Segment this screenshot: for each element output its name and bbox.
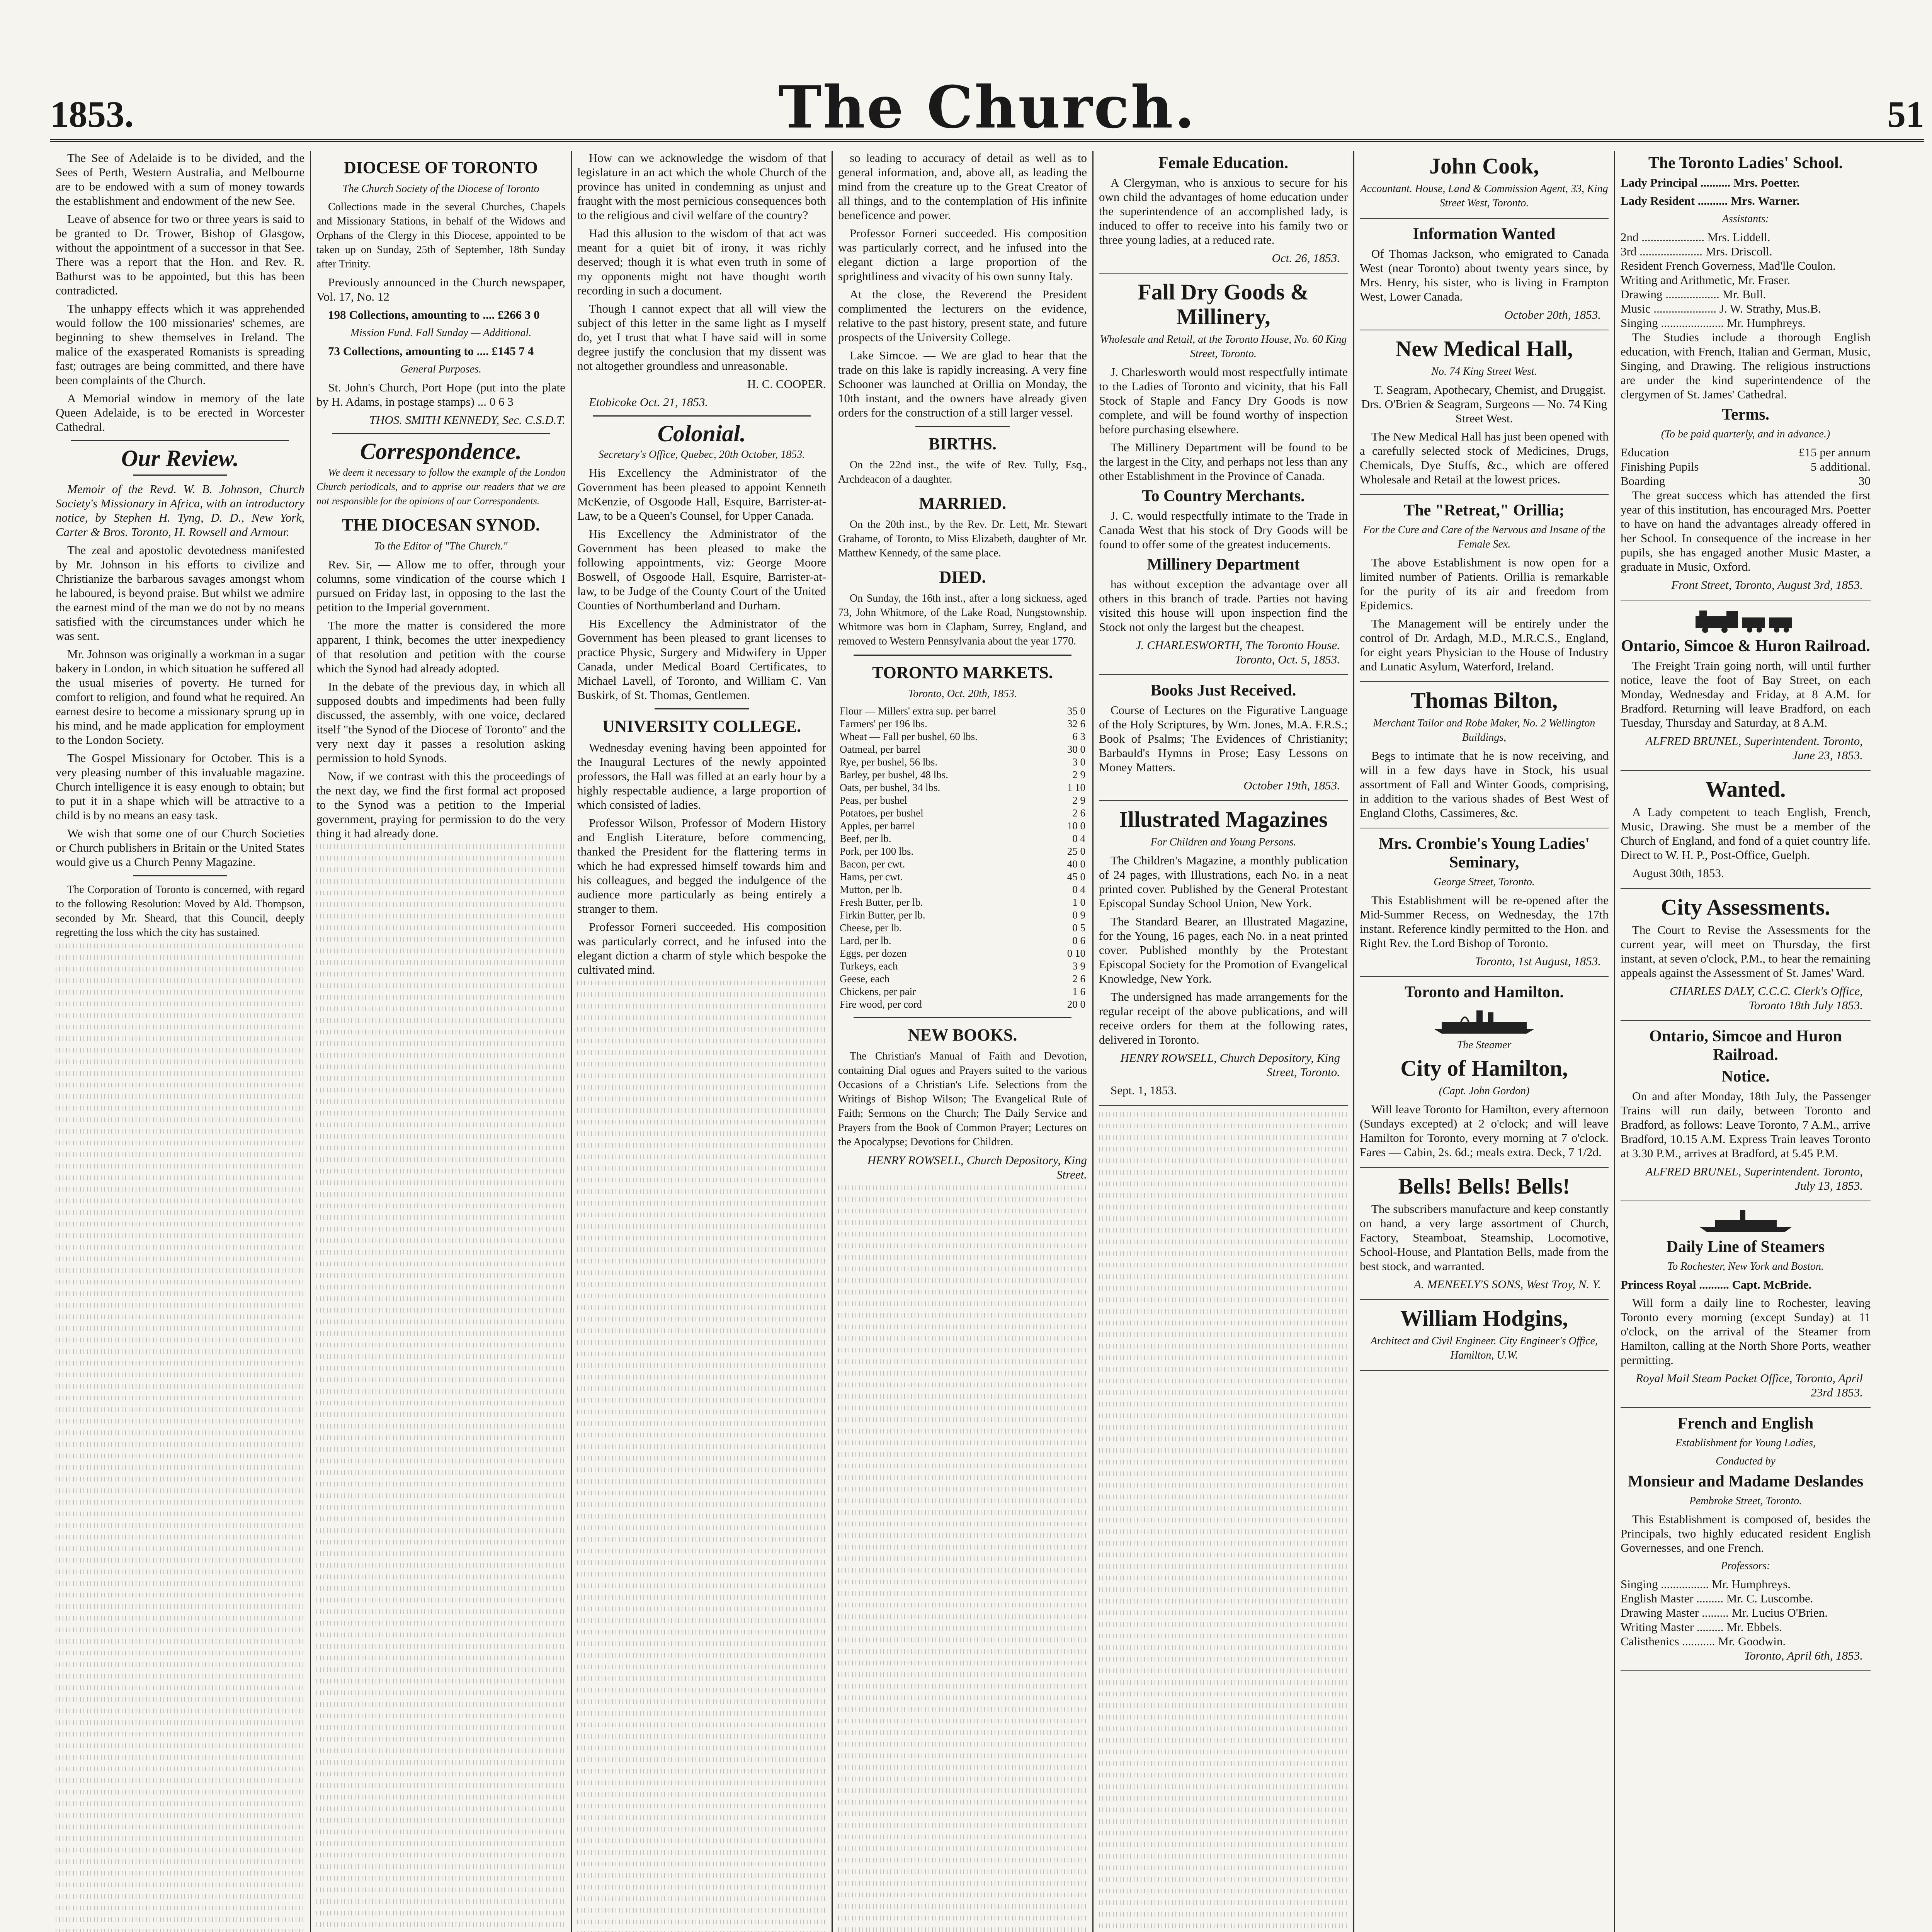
general-purposes-heading: General Purposes. [400,363,481,375]
market-item: Rye, per bushel, 56 lbs. [840,756,938,768]
lady-resident: Lady Resident .......... Mrs. Warner. [1621,194,1800,207]
steamer-name: City of Hamilton, [1400,1056,1568,1081]
ad-illustrated-magazines [1099,807,1348,1106]
list-item: Education £15 per annum [1621,446,1871,459]
collections-total: 198 Collections, amounting to .... £266 3 0 [328,308,540,321]
mission-fund-heading: Mission Fund. Fall Sunday — Additional. [350,327,532,339]
market-item: Bacon, per cwt. [840,858,905,870]
market-item: Fire wood, per cord [840,998,922,1010]
market-price: 35 0 [1067,705,1085,717]
colonial-paragraph: His Excellency the Administrator of the Government has been pleased to make the following appointments, viz: George Moore Boswell, of Osgoode Hall, Esquire, Barrister-at-law, to be Judge of the County Court of the United Counties of Northumberland and Durham. [577,527,826,612]
ad-body: The Court to Revise the Assessments for the current year, will meet on Thursday, the first instant, at seven o'clock, P.M., to hear the remaining appeals against the Assessment of St. James' Ward. [1621,923,1871,980]
column-6 [1354,151,1615,1932]
table-row [838,947,1087,960]
ad-body: The undersigned has made arrangements for the regular receipt of the above publications, and will receive orders for them at the following rates, delivered in Toronto. [1099,990,1348,1046]
ad-date: Toronto, April 6th, 1853. [1744,1649,1863,1662]
list-item: 3rd ..................... Mrs. Driscoll. [1621,245,1772,258]
market-item: Mutton, per lb. [840,884,902,895]
colonial-paragraph: His Excellency the Administrator of the Government has been pleased to grant licenses to practice Physic, Surgery and Midwifery in Upper Canada, under Medical Board Certificates, to Michael Lavell, of Toronto, and William C. Van Buskirk, of St. Thomas, Gentlemen. [577,617,826,702]
table-row [838,781,1087,794]
section-heading-diocese: DIOCESE OF TORONTO [344,158,538,177]
table-row [838,820,1087,832]
ad-title: Wanted. [1705,777,1786,802]
market-item: Peas, per bushel [840,794,907,806]
text-filler [1099,1112,1348,1932]
bookseller-signature: HENRY ROWSELL, Church Depository, King Street. [867,1153,1087,1181]
married-heading: MARRIED. [918,494,1007,513]
ad-subtitle: Merchant Tailor and Robe Maker, No. 2 Wellington Buildings, [1373,717,1595,743]
market-price: 1 6 [1072,986,1085,997]
columns [50,151,1924,1932]
table-row [838,960,1087,973]
ad-body: Will form a daily line to Rochester, leaving Toronto every morning (except Sunday) at 11 o'clock, on the arrival of the Steamer from Hamilton, calling at the North Shore Ports, weather permitting. [1621,1296,1871,1367]
market-price: 30 0 [1067,743,1085,755]
divider [133,474,227,476]
market-item: Wheat — Fall per bushel, 60 lbs. [840,731,978,742]
news-paragraph: At the close, the Reverend the President complimented the lecturers on the evidence, relative to the past history, present state, and future prospects of the University College. [838,287,1087,344]
ad-body: A Lady competent to teach English, French, Music, Drawing. She must be a member of the Church of England, and fond of a quiet country life. Direct to W. H. P., Post-Office, Guelph. [1621,805,1871,862]
assistants-list [1621,230,1871,330]
market-price: 2 9 [1072,769,1085,781]
list-item: 2nd ..................... Mrs. Liddell. [1621,230,1770,244]
terms-heading: Terms. [1721,406,1770,423]
ad-railroad-freight [1621,607,1871,771]
ad-body: The subscribers manufacture and keep constantly on hand, a very large assortment of Church, Factory, Steamboat, Steamship, Locomotive, School-House, and Plantation Bells, made from the best stock, and warranted. [1360,1202,1609,1273]
page-number: 51 [1887,94,1924,135]
ad-railroad-notice [1621,1027,1871,1201]
section-heading-review: Our Review. [121,446,239,471]
ad-subtitle: To Rochester, New York and Boston. [1667,1260,1824,1272]
column-1 [50,151,311,1932]
ad-subtitle: No. 74 King Street West. [1431,366,1537,378]
collections-previous: Previously announced in the Church newspaper, Vol. 17, No. 12 [316,276,565,303]
ad-city-of-hamilton [1360,983,1609,1168]
table-row [838,896,1087,909]
ad-title: City Assessments. [1661,895,1830,920]
divider [71,440,289,441]
market-item: Hams, per cwt. [840,871,903,883]
ad-body: J. Charlesworth would most respectfully intimate to the Ladies of Toronto and vicinity, that his Fall Stock of Staple and Fancy Dry Goods is now complete, and will be found worthy of inspection before purchasing elsewhere. [1099,365,1348,436]
table-row [838,973,1087,985]
list-item: Resident French Governess, Mad'lle Coulon. [1621,259,1836,272]
synod-paragraph: The more the matter is considered the more apparent, I think, becomes the utter inexpediency of that resolution and petition with the course which the Synod had already adopted. [316,619,565,675]
new-books-list: The Christian's Manual of Faith and Devotion, containing Dial ogues and Prayers suited to the various Occasions of a Christian's Life. Selections from the Writings of Bishop Wilson; The Evangelical Rule of Faith; Sermons on the Church; The Daily Service and Prayers from the Book of Common Prayer; Lectures on the Apocalypse; Devotions for Children. [838,1050,1087,1148]
married-entry: On the 20th inst., by the Rev. Dr. Lett, Mr. Stewart Grahame, of Toronto, to Miss Elizabeth, daughter of Mr. Matthew Kennedy, of the same place. [838,519,1087,559]
ad-date: Sept. 1, 1853. [1111,1083,1177,1097]
review-intro: Memoir of the Revd. W. B. Johnson, Church Society's Missionary in Africa, with an introductory notice, by Stephen H. Tyng, D. D., New York, Carter & Bros. Toronto, H. Rowsell and Armour. [56,482,304,539]
ad-french-english-school [1621,1414,1871,1671]
ad-daily-steamers [1621,1208,1871,1408]
market-item: Fresh Butter, per lb. [840,896,923,908]
letter-date: Etobicoke Oct. 21, 1853. [589,395,708,409]
ad-title: Thomas Bilton, [1410,688,1558,713]
ad-subtitle: Accountant. House, Land & Commission Agent, 33, King Street West, Toronto. [1360,183,1608,209]
market-item: Flour — Millers' extra sup. per barrel [840,705,996,717]
newspaper-title: The Church. [778,73,1196,141]
table-row [838,730,1087,743]
ad-title: The "Retreat," Orillia; [1404,502,1565,519]
table-row [838,985,1087,998]
notice-heading: Notice. [1721,1068,1770,1085]
column-7 [1615,151,1876,1932]
ad-subtitle: For the Cure and Care of the Nervous and Insane of the Female Sex. [1363,524,1605,550]
table-row [838,845,1087,858]
ad-wanted [1621,777,1871,889]
ad-body: Course of Lectures on the Figurative Language of the Holy Scriptures, by Wm. Jones, M.A. F.R.S.; Book of Psalms; The Evidences of Christianity; Barbauld's Hymns in Prose; Easy Lessons on Money Matters. [1099,703,1348,774]
ad-fall-dry-goods [1099,280,1348,675]
correspondence-note: We deem it necessary to follow the example of the London Church periodicals, and to apprise our readers that we are not responsible for the opinions of our Correspondents. [316,467,565,507]
ad-title: Books Just Received. [1150,682,1296,699]
market-item: Beef, per lb. [840,833,891,844]
market-item: Chickens, per pair [840,986,916,997]
market-price: 2 6 [1072,973,1085,985]
ad-signature: J. CHARLESWORTH, The Toronto House. Toronto, Oct. 5, 1853. [1135,638,1340,666]
ad-title: Bells! Bells! Bells! [1398,1173,1570,1199]
lady-principal: Lady Principal .......... Mrs. Poetter. [1621,176,1800,189]
ad-title: Female Education. [1158,154,1288,172]
market-item: Potatoes, per bushel [840,807,923,819]
market-item: Turkeys, each [840,960,898,972]
markets-date: Toronto, Oct. 20th, 1853. [908,688,1017,700]
divider [332,433,550,434]
ad-crombie-seminary [1360,835,1609,977]
divider [593,415,811,417]
conducted-by: Conducted by [1716,1455,1776,1467]
ad-body: The Children's Magazine, a monthly publication of 24 pages, with Illustrations, each No. in a neat printed cover. Published by the General Protestant Episcopal Sunday School Union, New York. [1099,854,1348,910]
ad-bells [1360,1174,1609,1300]
ad-books-received [1099,681,1348,801]
section-subheading: The Church Society of the Diocese of Toronto [342,183,539,195]
market-price: 6 3 [1072,731,1085,742]
list-item: Music ..................... J. W. Strathy, Mus.B. [1621,302,1821,315]
ad-subheading: To Country Merchants. [1142,487,1305,505]
ad-body: Begs to intimate that he is now receiving, and will in a few days have in Stock, his usual assortment of Fall and Winter Goods, comprising, in addition to the various shades of Best West of England Cloths, Cassimeres, &c. [1360,749,1609,820]
ad-date: August 30th, 1853. [1632,866,1724,880]
market-item: Oatmeal, per barrel [840,743,921,755]
divider [854,1017,1071,1018]
market-price: 2 6 [1072,807,1085,819]
ad-signature: HENRY ROWSELL, Church Depository, King Street, Toronto. [1120,1051,1340,1079]
table-row [838,998,1087,1011]
ad-body: Of Thomas Jackson, who emigrated to Canada West (near Toronto) about twenty years since, by Mrs. Henry, his sister, who is living in Frampton West, Lower Canada. [1360,247,1609,303]
ad-title: Fall Dry Goods & Millinery, [1138,279,1309,329]
market-item: Eggs, per dozen [840,947,907,959]
assistants-heading: Assistants: [1722,213,1769,225]
ad-signature: CHARLES DALY, C.C.C. Clerk's Office, Toronto 18th July 1853. [1669,984,1863,1012]
ad-date: Oct. 26, 1853. [1272,251,1340,265]
synod-paragraph: Rev. Sir, — Allow me to offer, through your columns, some vindication of the course which I pursued on Friday last, in opposing to the last the petition to the Imperial government. [316,558,565,614]
review-paragraph: We wish that some one of our Church Societies or Church publishers in Britain or the United States would give us a Church Penny Magazine. [56,827,304,869]
market-price: 10 0 [1067,820,1085,832]
review-paragraph: Mr. Johnson was originally a workman in a sugar bakery in London, in which situation he suffered all the usual miseries of poverty. He turned for comfort to religion, and found what he required. An earnest desire to become a missionary sprung up in his mind, and he made application for employment to the London Society. [56,647,304,747]
market-item: Farmers' per 196 lbs. [840,718,927,730]
ad-subheading: Millinery Department [1147,556,1300,573]
list-item: Writing Master ......... Mr. Ebbels. [1621,1620,1782,1634]
principals: Monsieur and Madame Deslandes [1628,1473,1864,1490]
ad-title: Information Wanted [1413,225,1556,243]
market-price: 0 9 [1072,909,1085,921]
ad-title: Ontario, Simcoe and Huron Railroad. [1649,1027,1842,1064]
letter-paragraph: Though I cannot expect that all will view the subject of this letter in the same light as I myself do, yet I trust that what I have said will in some degree justify the conclusion that my dissent was not altogether groundless and unreasonable. [577,302,826,372]
synod-paragraph: Now, if we contrast with this the proceedings of the next day, we find the first formal act proposed to the Synod was a petition to the Imperial government, praying for permission to do the very thing it had already done. [316,769,565,840]
signatory: THOS. SMITH KENNEDY, Sec. C.S.D.T. [369,413,565,427]
ad-body: The Freight Train going north, will until further notice, leave the foot of Bay Street, on each Monday, Wednesday and Friday, at 8 A.M. for Bradford. Returning will leave Bradford, on each Tuesday, Thursday and Saturday, at 8 A.M. [1621,659,1871,730]
list-item: Drawing Master ......... Mr. Lucius O'Brien. [1621,1606,1828,1619]
colonial-paragraph: His Excellency the Administrator of the Government has been pleased to appoint Kenneth McKenzie, of Osgoode Hall, Esquire, Barrister-at-Law, to be a Queen's Counsel, for Upper Canada. [577,466,826,522]
ad-subtitle: Wholesale and Retail, at the Toronto House, No. 60 King Street, Toronto. [1100,333,1347,360]
news-paragraph: so leading to accuracy of detail as well as to general information, and, above all, as leading the mind from the creature up to the Great Creator of all things, and to the contemplation of His infinite beneficence and power. [838,151,1087,222]
divider [915,426,1010,427]
ad-body: The Studies include a thorough English education, with French, Italian and German, Music, Singing, and Drawing. The religious instructions are under the kind superintendence of the clergymen of St. James' Cathedral. [1621,330,1871,401]
terms-note: (To be paid quarterly, and in advance.) [1661,428,1830,440]
ad-title: Illustrated Magazines [1119,807,1328,832]
letter-paragraph: Had this allusion to the wisdom of that act was meant for a quiet bit of irony, it was richly deserved; though it is what even truth in some of my opponents might not have thought worth recording in such a document. [577,226,826,297]
section-heading-correspondence: Correspondence. [360,439,522,464]
terms-list [1621,445,1871,488]
news-paragraph: Leave of absence for two or three years is said to be granted to Dr. Trower, Bishop of Glasgow, without the appointment of a successor in that See. There was a report that the Hon. and Rev. R. Bathurst was to be appointed, but this has been contradicted. [56,212,304,297]
ad-title: Daily Line of Steamers [1666,1238,1825,1256]
text-filler [577,981,826,1932]
table-row [838,832,1087,845]
ad-body: This Establishment is composed of, besides the Principals, two highly educated resident English Governesses, and one French. [1621,1512,1871,1554]
market-price: 2 9 [1072,794,1085,806]
ad-body: The New Medical Hall has just been opened with a carefully selected stock of Medicines, Drugs, Chemicals, Dye Stuffs, &c., which are offered Wholesale and Retail at the lowest prices. [1360,430,1609,486]
ad-hodgins [1360,1306,1609,1371]
died-entry: On Sunday, the 16th inst., after a long sickness, aged 73, John Whitmore, of the Lake Road, Nungstownship. Whitmore was born in Clapham, Surrey, England, and removed to Western Pennsylvania about the year 1770. [838,592,1087,647]
table-row [838,718,1087,730]
market-price: 0 10 [1067,947,1085,959]
university-paragraph: Professor Wilson, Professor of Modern History and English Literature, before commencing, thanked the President for the flattering terms in which he had expressed himself towards him and his colleagues, and begged the indulgence of the audience more particularly as being entirely a stranger to them. [577,816,826,915]
table-row [838,794,1087,807]
ad-signature: ALFRED BRUNEL, Superintendent. Toronto, July 13, 1853. [1645,1165,1863,1192]
ad-city-assessments [1621,895,1871,1021]
ad-title: John Cook, [1429,153,1539,179]
ad-body: The above Establishment is now open for a limited number of Patients. Orillia is remarkable for the purity of its air and freedom from Epidemics. [1360,556,1609,612]
ad-title: French and English [1677,1415,1814,1432]
market-item: Pork, per 100 lbs. [840,845,914,857]
ad-ladies-school [1621,154,1871,600]
ad-title: The Toronto Ladies' School. [1648,154,1843,172]
steamer-icon [1688,1208,1804,1235]
list-item: Singing ................ Mr. Humphreys. [1621,1577,1791,1591]
news-paragraph: The unhappy effects which it was apprehended would follow the 100 missionaries' schemes, are beginning to shew themselves in Ireland. The malice of the exasperated Romanists is spreading fast; outrages are being committed, and there have been complaints of the Church. [56,302,304,387]
market-price: 25 0 [1067,845,1085,857]
steamer-icon [1426,1005,1542,1036]
ad-title: Toronto and Hamilton. [1405,983,1564,1001]
ad-body: T. Seagram, Apothecary, Chemist, and Druggist. Drs. O'Brien & Seagram, Surgeons — No. 74 King Street West. [1361,383,1607,425]
market-item: Apples, per barrel [840,820,915,832]
ad-medical-hall [1360,337,1609,495]
collections-intro: Collections made in the several Churches, Chapels and Missionary Stations, in behalf of the Widows and Orphans of the Clergy in this Diocese, appointed to be taken up on Sunday, 25th of September, 18th Sunday after Trinity. [316,201,565,270]
steamer-name: Princess Royal .......... Capt. McBride. [1621,1278,1812,1291]
ad-body: has without exception the advantage over all others in this branch of trade. Parties not having visited this house will upon inspection find the Stock not only the largest but the cheapest. [1099,577,1348,634]
table-row [838,858,1087,871]
markets-table [838,705,1087,1011]
ad-body: A Clergyman, who is anxious to secure for his own child the advantages of home education under the superintendence of an accomplished lady, is induced to offer to receive into his family two or three young ladies, at a reduced rate. [1099,176,1348,247]
table-row [838,922,1087,934]
synod-paragraph: In the debate of the previous day, in which all supposed doubts and impediments had been fully discussed, the assembly, with one voice, declared itself "the Synod of the Diocese of Toronto" and the very next day it passes a resolution asking permission to hold Synods. [316,680,565,765]
ad-title: Mrs. Crombie's Young Ladies' Seminary, [1378,835,1590,871]
births-heading: BIRTHS. [929,434,997,453]
university-heading: UNIVERSITY COLLEGE. [602,717,801,736]
table-row [838,756,1087,769]
divider [655,708,749,709]
market-item: Oats, per bushel, 34 lbs. [840,782,940,793]
new-books-heading: NEW BOOKS. [908,1026,1017,1044]
ad-body: The Standard Bearer, an Illustrated Magazine, for the Young, 16 pages, each No. in a neat printed cover. Published monthly by the Protestant Episcopal Society for the Promotion of Evangelical Knowledge, New York. [1099,915,1348,985]
table-row [838,769,1087,781]
synod-heading: THE DIOCESAN SYNOD. [342,515,540,534]
text-filler [56,944,304,1932]
text-filler [316,844,565,1932]
market-price: 20 0 [1067,998,1085,1010]
table-row [838,934,1087,947]
ad-date: Toronto, 1st August, 1853. [1475,954,1601,968]
ad-female-education [1099,154,1348,274]
died-heading: DIED. [939,568,986,587]
ad-title: William Hodgins, [1400,1306,1568,1331]
ad-date: October 19th, 1853. [1243,779,1340,792]
ad-address: Front Street, Toronto, August 3rd, 1853. [1671,578,1863,592]
column-5 [1094,151,1354,1932]
section-heading-colonial: Colonial. [657,421,746,446]
market-item: Firkin Butter, per lb. [840,909,925,921]
table-row [838,743,1087,756]
ad-body: On and after Monday, 18th July, the Passenger Trains will run daily, between Toronto and Bradford, as follows: Leave Toronto, 7 A.M., arrive Bradford, 10.15 A.M. Express Train leaves Toronto at 3.30 P.M., arrives at Bradford, at 5.45 P.M. [1621,1089,1871,1160]
ad-body: Will leave Toronto for Hamilton, every afternoon (Sundays excepted) at 2 o'clock; and will leave Hamilton for Toronto, every morning at 7 o'clock. Fares — Cabin, 2s. 6d.; meals extra. Deck, 7 1/2d. [1360,1102,1609,1159]
ad-retreat-orillia [1360,501,1609,682]
market-item: Cheese, per lb. [840,922,902,934]
market-price: 3 9 [1072,960,1085,972]
divider [133,875,227,876]
ad-subtitle: Architect and Civil Engineer. City Engineer's Office, Hamilton, U.W. [1370,1335,1598,1361]
ad-date: October 20th, 1853. [1504,308,1601,321]
footnote-paragraph: The Corporation of Toronto is concerned, with regard to the following Resolution: Moved by Ald. Thompson, seconded by Mr. Sheard, that this Council, deeply regretting the loss which the city has sustained. [56,884,304,939]
table-row [838,705,1087,718]
text-filler [838,1185,1087,1932]
ad-title: Ontario, Simcoe & Huron Railroad. [1621,637,1870,655]
news-paragraph: The See of Adelaide is to be divided, and the Sees of Perth, Western Australia, and Melbourne are to be endowed with a sum of money towards the establishment and endowment of the new See. [56,151,304,207]
table-row [838,883,1087,896]
market-price: 0 4 [1072,884,1085,895]
list-item: English Master ......... Mr. C. Luscombe. [1621,1592,1813,1605]
market-item: Barley, per bushel, 48 lbs. [840,769,948,781]
ad-subtitle: For Children and Young Persons. [1150,836,1296,848]
ad-body: The Millinery Department will be found to be the largest in the City, and perhaps not less than any other Establishment in the Province of Canada. [1099,440,1348,483]
ad-subtitle: Establishment for Young Ladies, [1675,1437,1816,1449]
ad-date: Royal Mail Steam Packet Office, Toronto, April 23rd 1853. [1636,1371,1863,1399]
ad-body: The great success which has attended the first year of this institution, has encouraged Mrs. Poetter to have on hand the advantages already offered in her School. In consequence of the increase in her pupils, she has engaged another Music Master, a graduate in Music, Oxford. [1621,488,1871,573]
market-price: 0 5 [1072,922,1085,934]
market-price: 0 6 [1072,935,1085,946]
list-item: Drawing .................. Mr. Bull. [1621,287,1766,301]
table-row [838,807,1087,820]
news-paragraph: Professor Forneri succeeded. His composition was particularly correct, and he infused into the elegant diction a large proportion of the sprightliness and vivacity of his own sunny Italy. [838,226,1087,283]
market-price: 1 0 [1072,896,1085,908]
list-item: Calisthenics ........... Mr. Goodwin. [1621,1634,1786,1648]
secretary-office: Secretary's Office, Quebec, 20th October, 1853. [598,449,805,461]
list-item: Singing ..................... Mr. Humphreys. [1621,316,1806,330]
list-item: Writing and Arithmetic, Mr. Fraser. [1621,273,1790,287]
markets-heading: TORONTO MARKETS. [872,663,1053,682]
births-entry: On the 22nd inst., the wife of Rev. Tully, Esq., Archdeacon of a daughter. [838,459,1087,485]
ad-thomas-bilton [1360,688,1609,828]
ad-subtitle: The Steamer [1457,1039,1512,1051]
steamer-captain: (Capt. John Gordon) [1439,1085,1530,1097]
list-item: Boarding 30 [1621,474,1871,488]
table-row [838,871,1087,883]
ad-body: This Establishment will be re-opened after the Mid-Summer Recess, on Wednesday, the 17th instant. Reference kindly permitted to the Hon. and Right Rev. the Lord Bishop of Toronto. [1360,893,1609,950]
market-item: Geese, each [840,973,889,985]
market-price: 32 6 [1067,718,1085,730]
newspaper-page [50,58,1924,1932]
university-paragraph: Wednesday evening having been appointed for the Inaugural Lectures of the newly appointed professors, the Hall was filled at an early hour by a highly respectable audience, a large proportion of which consisted of ladies. [577,741,826,811]
ad-body: J. C. would respectfully intimate to the Trade in Canada West that his stock of Dry Goods will be found to offer some of the greatest inducements. [1099,509,1348,551]
train-icon [1688,607,1804,634]
column-2 [311,151,572,1932]
ad-subtitle: George Street, Toronto. [1434,876,1535,888]
issue-year: 1853. [50,94,134,135]
list-item: Finishing Pupils 5 additional. [1621,460,1871,473]
synod-addressee: To the Editor of "The Church." [374,540,508,552]
ad-information-wanted [1360,225,1609,330]
news-paragraph: A Memorial window in memory of the late Queen Adelaide, is to be erected in Worcester Cathedral. [56,391,304,434]
ad-signature: ALFRED BRUNEL, Superintendent. Toronto, June 23, 1853. [1645,734,1863,762]
column-3 [572,151,833,1932]
ad-body: The Management will be entirely under the control of Dr. Ardagh, M.D., M.R.C.S., England, for eight years Physician to the House of Industry and Lunatic Asylum, Waterford, Ireland. [1360,617,1609,673]
university-paragraph: Professor Forneri succeeded. His composition was particularly correct, and he infused into the elegant diction a charm of style which bespoke the cultivated mind. [577,920,826,976]
review-paragraph: The zeal and apostolic devotedness manifested by Mr. Johnson in his efforts to civilize and Christianize the barbarous savages amongst whom he laboured, is beyond praise. But whilst we admire the earnest mind of the man we do not by no means satisfied with the circumstances under which he was sent. [56,543,304,643]
column-4 [833,151,1094,1932]
masthead [50,58,1924,142]
letter-paragraph: How can we acknowledge the wisdom of that legislature in an act which the whole Church of the province has united in condemning as unjust and fraught with the most pernicious consequences both to the religious and civil welfare of the country? [577,151,826,222]
market-price: 0 4 [1072,833,1085,844]
market-price: 45 0 [1067,871,1085,883]
general-purposes-line: St. John's Church, Port Hope (put into the plate by H. Adams, in postage stamps) ... 0 6 3 [316,381,565,408]
professors-heading: Professors: [1721,1560,1770,1572]
market-price: 40 0 [1067,858,1085,870]
market-price: 3 0 [1072,756,1085,768]
divider [854,655,1071,656]
market-item: Lard, per lb. [840,935,891,946]
market-price: 1 10 [1067,782,1085,793]
ad-address: Pembroke Street, Toronto. [1689,1495,1802,1507]
ad-title: New Medical Hall, [1395,336,1573,361]
news-paragraph: Lake Simcoe. — We are glad to hear that the trade on this lake is rapidly increasing. A very fine Schooner was launched at Orillia on Monday, the 10th instant, and the owners have already given orders for the construction of a still larger vessel. [838,349,1087,419]
ad-signature: A. MENEELY'S SONS, West Troy, N. Y. [1413,1277,1601,1291]
table-row [838,909,1087,922]
professors-list [1621,1577,1871,1648]
ad-john-cook [1360,154,1609,219]
letter-signature: H. C. COOPER. [747,377,826,391]
mission-total: 73 Collections, amounting to .... £145 7 4 [328,344,534,358]
review-paragraph: The Gospel Missionary for October. This is a very pleasing number of this invaluable magazine. Church intelligence it is easy enough to obtain; but to put it in a shape which will be attractive to a child is by no means an easy task. [56,751,304,822]
